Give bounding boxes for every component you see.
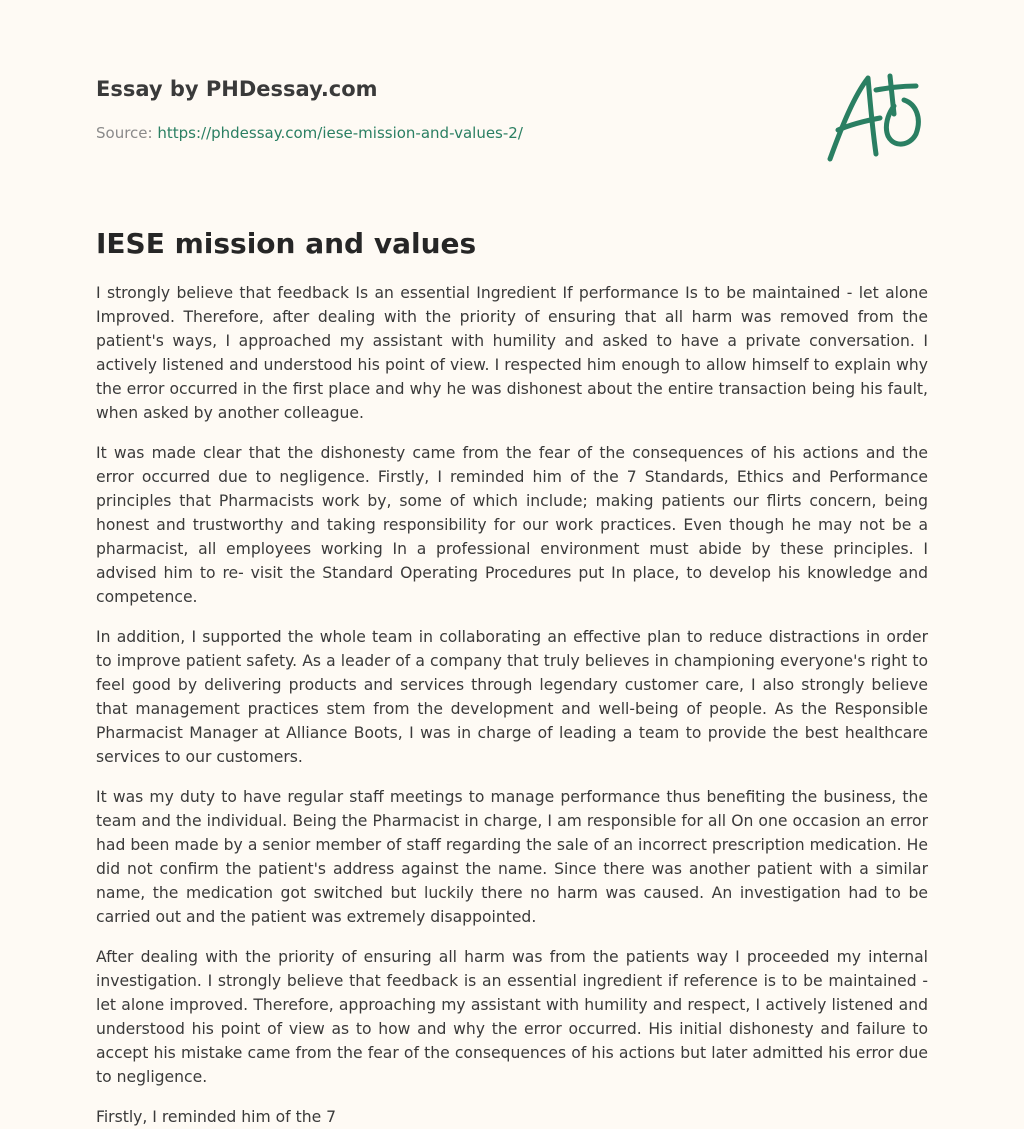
essay-paragraph: In addition, I supported the whole team in collaborating an effective plan to reduce distractions in order to improve patient safety. As a leader of a company that truly believes in championing everyone's right to feel good by delivering products and services through legendary customer care, I also strongly believe that management practices stem from the development and well-being of people. As the Responsible Pharmacist Manager at Alliance Boots, I was in charge of leading a team to provide the best healthcare services to our customers. [96,628,928,766]
page-header [96,0,928,200]
source-link[interactable]: https://phdessay.com/iese-mission-and-values-2/ [157,124,523,142]
source-line [96,124,523,142]
source-label: Source: [96,124,153,142]
essay-title: IESE mission and values [96,227,477,260]
essay-paragraph: It was made clear that the dishonesty came from the fear of the consequences of his actions and the error occurred due to negligence. Firstly, I reminded him of the 7 Standards, Ethics and Performance principles that Pharmacists work by, some of which include; making patients our flirts concern, being honest and trustworthy and taking responsibility for our work practices. Even though he may not be a pharmacist, all employees working In a professional environment must abide by these principles. I advised him to re- visit the Standard Operating Procedures put In place, to develop his knowledge and competence. [96,444,928,606]
essay-paragraph: Firstly, I reminded him of the 7 [96,1108,337,1126]
brand-title: Essay by PHDessay.com [96,77,378,101]
essay-body [96,281,928,1129]
a-plus-logo-icon [824,66,932,166]
essay-paragraph: After dealing with the priority of ensuring all harm was from the patients way I proceeded my internal investigation. I strongly believe that feedback is an essential ingredient if reference is to be maintained - let alone improved. Therefore, approaching my assistant with humility and respect, I actively listened and understood his point of view as to how and why the error occurred. His initial dishonesty and failure to accept his mistake came from the fear of the consequences of his actions but later admitted his error due to negligence. [96,948,928,1086]
essay-paragraph: It was my duty to have regular staff meetings to manage performance thus benefiting the business, the team and the individual. Being the Pharmacist in charge, I am responsible for all On one occasion an error had been made by a senior member of staff regarding the sale of an incorrect prescription medication. He did not confirm the patient's address against the name. Since there was another patient with a similar name, the medication got switched but luckily there no harm was caused. An investigation had to be carried out and the patient was extremely disappointed. [96,788,928,926]
essay-paragraph: I strongly believe that feedback Is an essential Ingredient If performance Is to be maintained - let alone Improved. Therefore, after dealing with the priority of ensuring that all harm was removed from the patient's ways, I approached my assistant with humility and asked to have a private conversation. I actively listened and understood his point of view. I respected him enough to allow himself to explain why the error occurred in the first place and why he was dishonest about the entire transaction being his fault, when asked by another colleague. [96,284,928,422]
